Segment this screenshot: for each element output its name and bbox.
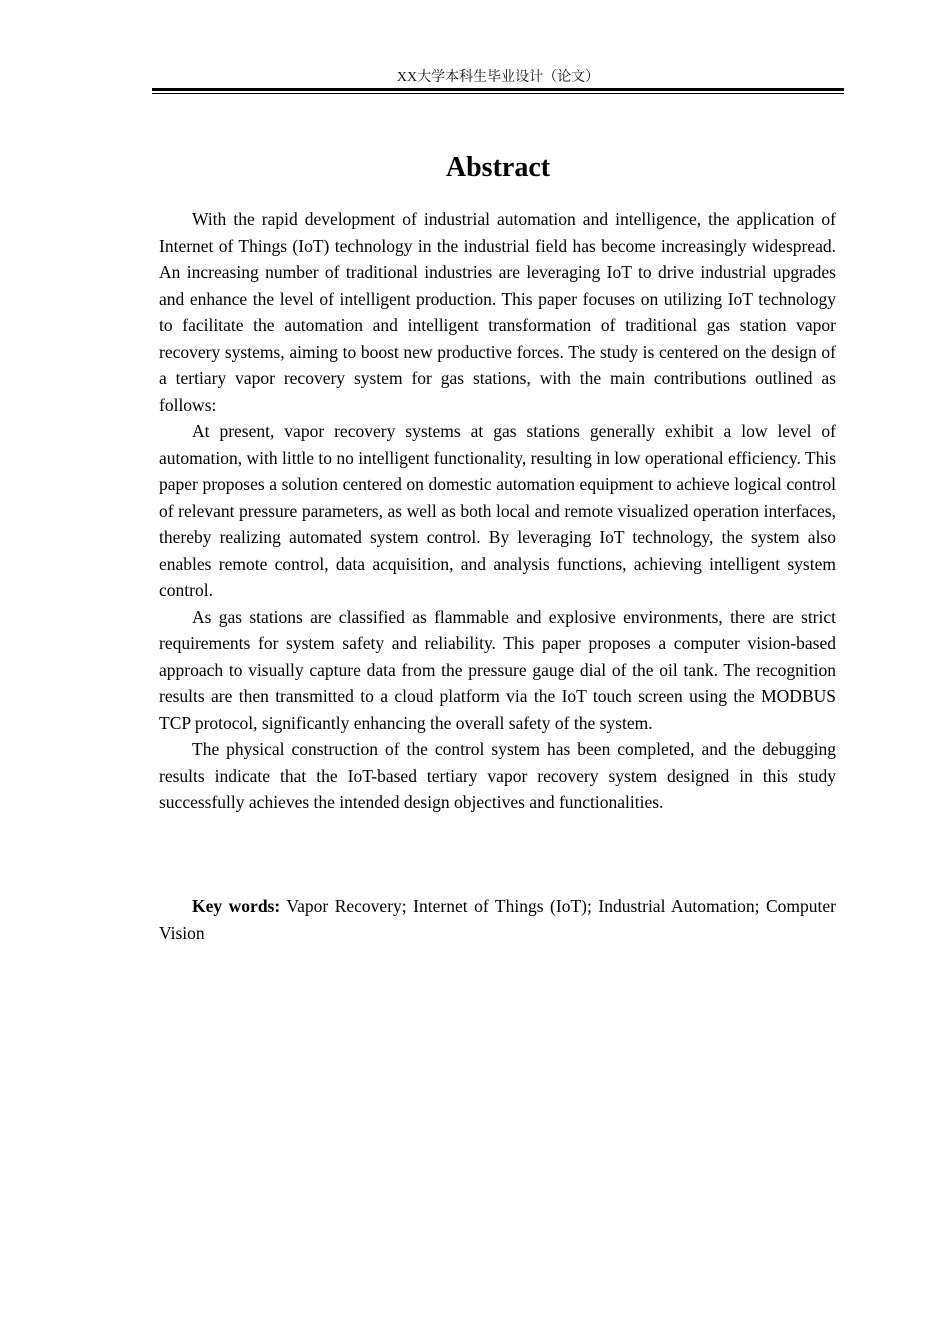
- keywords-line: [159, 893, 836, 946]
- abstract-paragraph-3: As gas stations are classified as flammable and explosive environments, there are strict requirements for system safety and reliability. This paper proposes a computer vision-based approach to visually capture data from the pressure gauge dial of the oil tank. The recognition results are then transmitted to a cloud platform via the IoT touch screen using the MODBUS TCP protocol, significantly enhancing the overall safety of the system.: [159, 606, 836, 733]
- header-rule-thin: [152, 93, 844, 94]
- keywords-text: Vapor Recovery; Internet of Things (IoT); Industrial Automation; Computer Vision: [159, 896, 836, 943]
- keywords-label: Key words:: [192, 896, 281, 916]
- abstract-body: [159, 206, 836, 816]
- abstract-paragraph-4: The physical construction of the control system has been completed, and the debugging results indicate that the IoT-based tertiary vapor recovery system designed in this study successfully achieves the intended design objectives and functionalities.: [159, 739, 836, 812]
- abstract-paragraph-1: With the rapid development of industrial automation and intelligence, the application of Internet of Things (IoT) technology in the industrial field has become increasingly widespread. An increasing number of traditional industries are leveraging IoT to drive industrial upgrades and enhance the level of intelligent production. This paper focuses on utilizing IoT technology to facilitate the automation and intelligent transformation of traditional gas station vapor recovery systems, aiming to boost new productive forces. The study is centered on the design of a tertiary vapor recovery system for gas stations, with the main contributions outlined as follows:: [159, 209, 836, 415]
- abstract-paragraph-2: At present, vapor recovery systems at gas stations generally exhibit a low level of automation, with little to no intelligent functionality, resulting in low operational efficiency. This paper proposes a solution centered on domestic automation equipment to achieve logical control of relevant pressure parameters, as well as both local and remote visualized operation interfaces, thereby realizing automated system control. By leveraging IoT technology, the system also enables remote control, data acquisition, and analysis functions, achieving intelligent system control.: [159, 421, 837, 600]
- running-header: XX大学本科生毕业设计（论文）: [396, 70, 600, 85]
- abstract-title: Abstract: [445, 152, 551, 183]
- header-rule-thick: [152, 88, 844, 91]
